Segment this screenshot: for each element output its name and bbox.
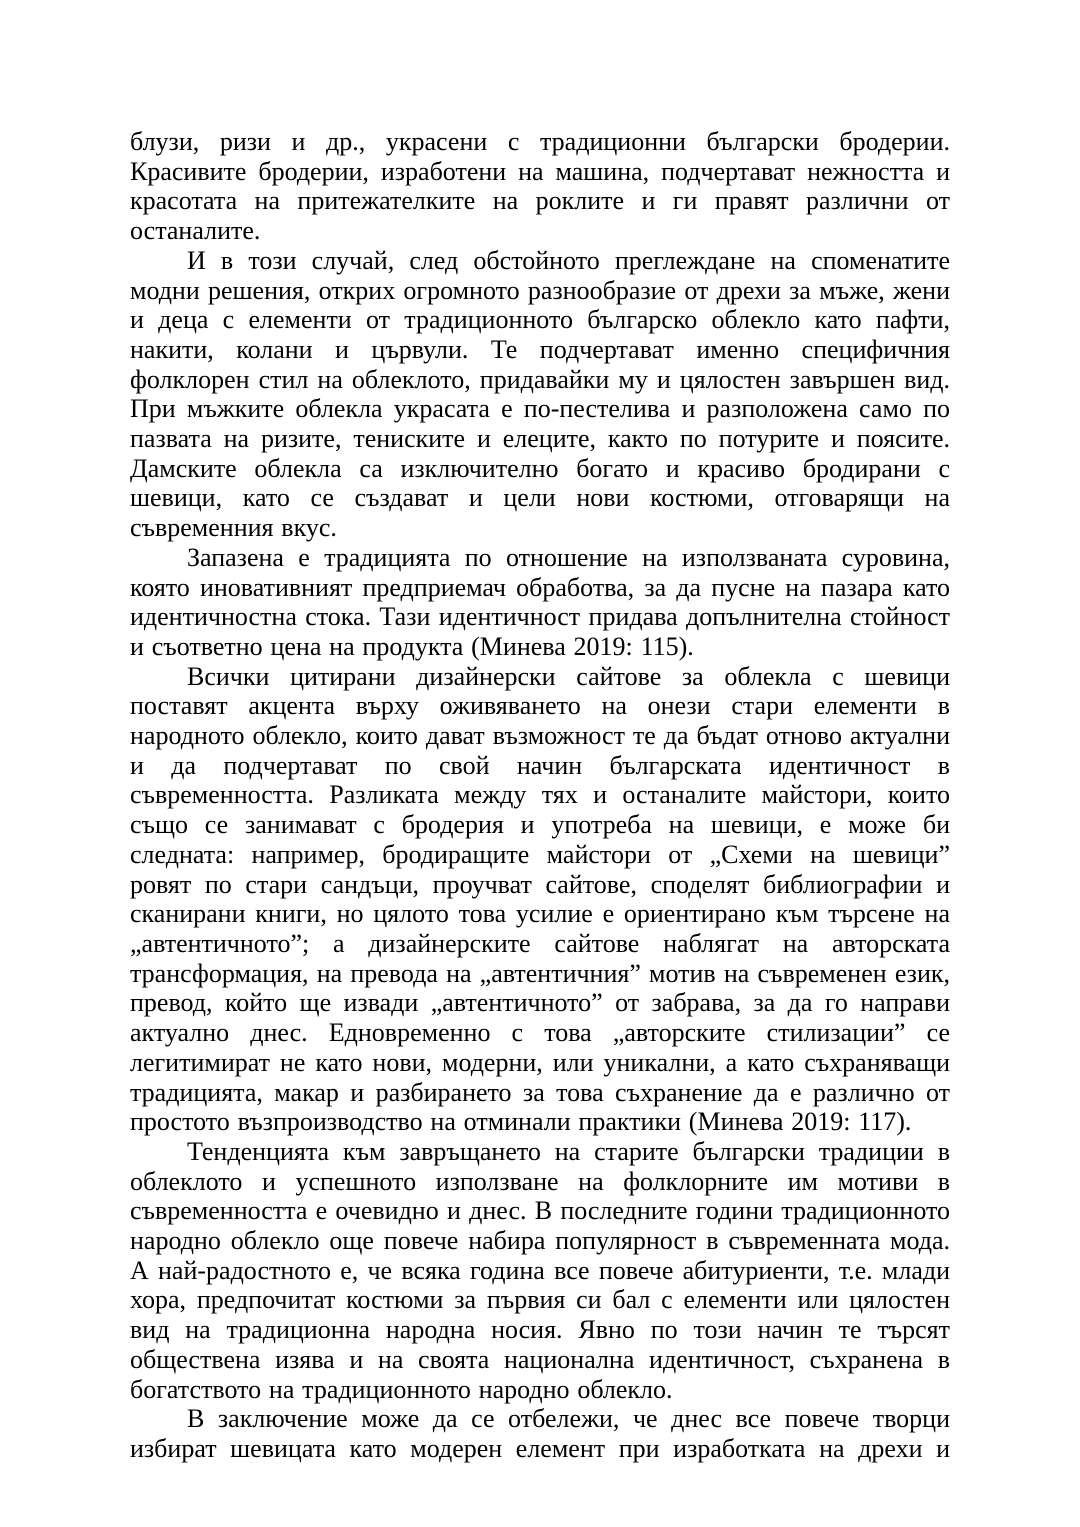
body-paragraph: блузи, ризи и др., украсени с традиционни български бродерии. Красивите бродерии, изработени на машина, подчертават нежността и красотата на притежателките на роклите и ги правят различни от останалите.: [130, 127, 950, 246]
page-body-text: [130, 127, 950, 1464]
body-paragraph: Всички цитирани дизайнерски сайтове за облекла с шевици поставят акцента върху оживяването на онези стари елементи в народното облекло, които дават възможност те да бъдат отново актуални и да подчертават по свой начин българската идентичност в съвременността. Разликата между тях и останалите майстори, които също се занимават с бродерия и употреба на шевици, е може би следната: например, бродиращите майстори от „Схеми на шевици” ровят по стари сандъци, проучват сайтове, споделят библиографии и сканирани книги, но цялото това усилие е ориентирано към търсене на „автентичното”; а дизайнерските сайтове наблягат на авторската трансформация, на превода на „автентичния” мотив на съвременен език, превод, който ще извади „автентичното” от забрава, за да го направи актуално днес. Едновременно с това „авторските стилизации” се легитимират не като нови, модерни, или уникални, а като съхраняващи традицията, макар и разбирането за това съхранение да е различно от простото възпроизводство на отминали практики (Минева 2019: 117).: [130, 661, 950, 1137]
body-paragraph: Тенденцията към завръщането на старите български традиции в облеклото и успешното използване на фолклорните им мотиви в съвременността е очевидно и днес. В последните години традиционното народно облекло още повече набира популярност в съвременната мода. А най-радостното е, че всяка година все повече абитуриенти, т.е. млади хора, предпочитат костюми за първия си бал с елементи или цялостен вид на традиционна народна носия. Явно по този начин те търсят обществена изява и на своята национална идентичност, съхранена в богатството на традиционното народно облекло.: [130, 1136, 950, 1404]
body-paragraph: И в този случай, след обстойното преглеждане на споменатите модни решения, открих огромното разнообразие от дрехи за мъже, жени и деца с елементи от традиционното българско облекло като пафти, накити, колани и цървули. Те подчертават именно специфичния фолклорен стил на облеклото, придавайки му и цялостен завършен вид. При мъжките облекла украсата е по-пестелива и разположена само по пазвата на ризите, тениските и елеците, както по потурите и поясите. Дамските облекла са изключително богато и красиво бродирани с шевици, като се създават и цели нови костюми, отговарящи на съвременния вкус.: [130, 245, 950, 543]
body-paragraph: В заключение може да се отбележи, че днес все повече творци избират шевицата като модерен елемент при изработката на дрехи и: [130, 1404, 950, 1463]
body-paragraph: Запазена е традицията по отношение на използваната суровина, която иновативният предприемач обработва, за да пусне на пазара като идентичностна стока. Тази идентичност придава допълнителна стойност и съответно цена на продукта (Минева 2019: 115).: [130, 542, 950, 661]
